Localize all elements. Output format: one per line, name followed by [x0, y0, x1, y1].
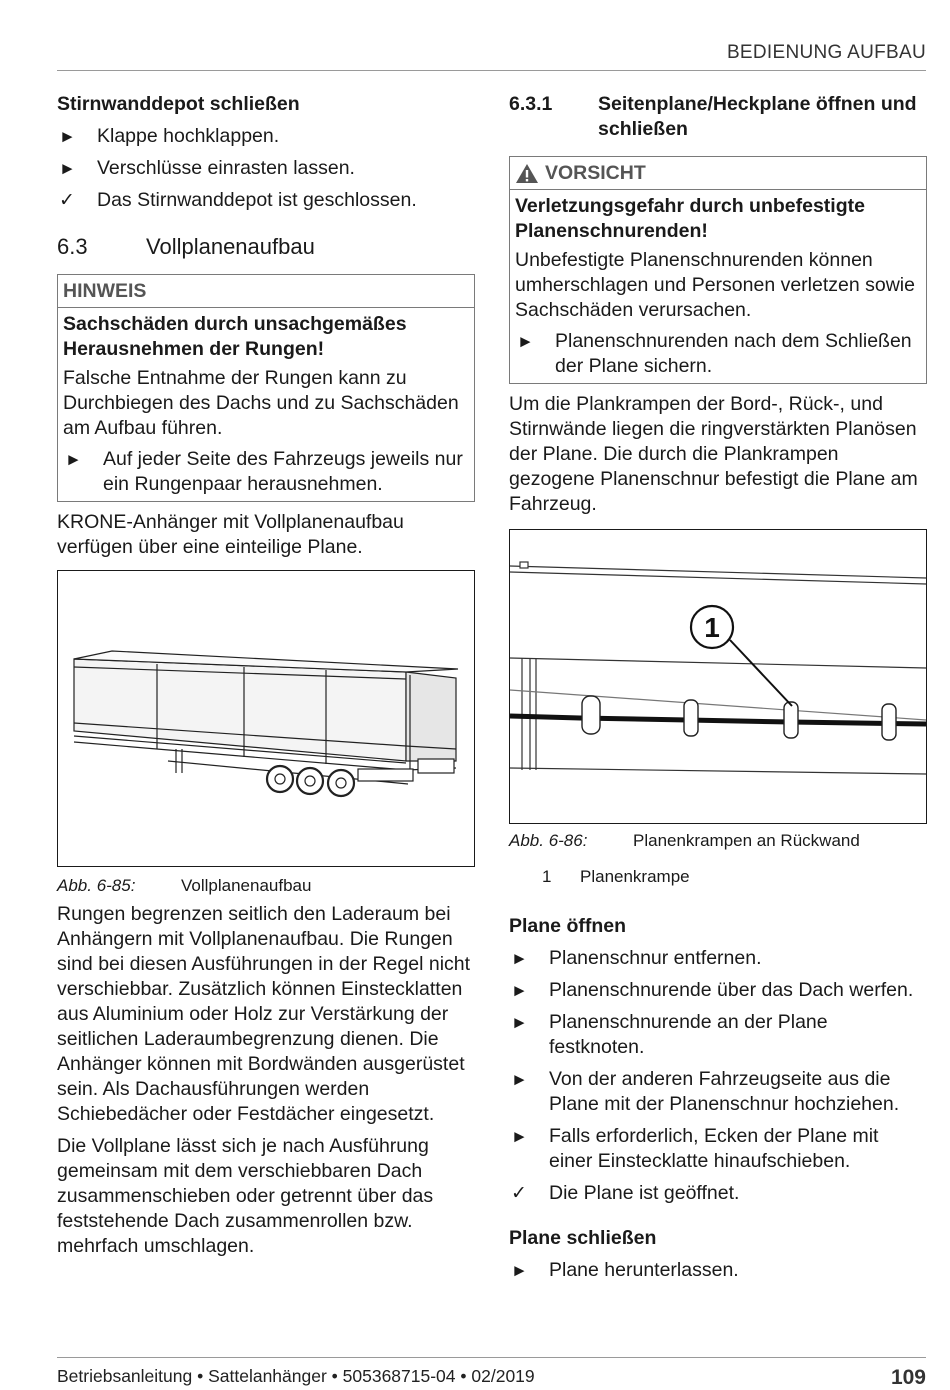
list-item: ► Klappe hochklappen.	[59, 125, 280, 147]
list-item: ► Auf jeder Seite des Fahrzeugs jeweils nur ein Rungenpaar herausnehmen.	[65, 448, 463, 495]
figure-caption	[509, 830, 927, 852]
figure-number: Abb. 6-86:	[509, 831, 588, 850]
header-rule	[57, 70, 926, 71]
close-heading: Plane schließen	[509, 1227, 657, 1249]
trailer-illustration	[58, 571, 474, 864]
close-steps	[509, 1258, 927, 1283]
bullet-triangle-icon: ►	[511, 1127, 528, 1146]
list-item: ► Planenschnurende an der Plane festknoten.	[511, 1011, 828, 1058]
bullet-triangle-icon: ►	[511, 1070, 528, 1089]
legend-number: 1	[542, 867, 552, 886]
krampen-figure	[509, 529, 927, 824]
subsection-title: Seitenplane/Heckplane öffnen und schließen	[598, 93, 917, 140]
intro-text: KRONE-Anhänger mit Vollplanenaufbau verfügen über eine einteilige Plane.	[57, 511, 404, 558]
bullet-triangle-icon: ►	[511, 1261, 528, 1280]
callout-number: 1	[704, 612, 720, 643]
trailer-figure	[57, 570, 475, 867]
left-column	[57, 90, 475, 1259]
open-heading: Plane öffnen	[509, 915, 627, 937]
list-item: ► Planenschnurende über das Dach werfen.	[511, 979, 914, 1001]
hinweis-box	[57, 274, 475, 502]
subsection-number: 6.3.1	[509, 93, 553, 115]
list-item: ✓ Das Stirnwanddepot ist geschlossen.	[59, 189, 417, 211]
depot-heading: Stirnwanddepot schließen	[57, 93, 300, 115]
vorsicht-label: VORSICHT	[545, 162, 646, 184]
right-column	[509, 90, 927, 1283]
footer-text: Betriebsanleitung • Sattelanhänger • 505368715-04 • 02/2019	[57, 1366, 535, 1386]
krampen-illustration	[510, 530, 926, 821]
checkmark-icon: ✓	[59, 190, 75, 211]
bullet-triangle-icon: ►	[511, 981, 528, 1000]
bullet-triangle-icon: ►	[65, 450, 82, 469]
hinweis-title: Sachschäden durch unsachgemäßes Herausnehmen der Rungen!	[63, 313, 407, 360]
footer-rule	[57, 1357, 926, 1358]
bullet-triangle-icon: ►	[511, 1013, 528, 1032]
depot-steps	[57, 124, 475, 213]
open-steps	[509, 946, 927, 1206]
section-title: Vollplanenaufbau	[146, 234, 315, 259]
legend-text: Planenkrampe	[580, 867, 690, 886]
section-number: 6.3	[57, 234, 88, 259]
figure-caption-text: Planenkrampen an Rückwand	[633, 831, 860, 850]
intro-text: Um die Plankrampen der Bord-, Rück-, und Stirnwände liegen die ringverstärkten Planösen der Plane. Die durch die Plankrampen gezogene Planenschnur befestigt die Plane am Fahrzeug.	[509, 393, 918, 515]
page-number: 109	[890, 1366, 926, 1389]
list-item: ► Verschlüsse einrasten lassen.	[59, 157, 355, 179]
bullet-triangle-icon: ►	[59, 159, 76, 178]
vorsicht-title: Verletzungsgefahr durch unbefestigte Planenschnurenden!	[515, 195, 865, 242]
list-item: ► Planenschnurenden nach dem Schließen der Plane sichern.	[517, 330, 912, 377]
bullet-triangle-icon: ►	[59, 127, 76, 146]
body-paragraph: Die Vollplane lässt sich je nach Ausführung gemeinsam mit dem verschiebbaren Dach zusammenschieben oder getrennt über das feststehende Dach zusammenrollen bzw. mehrfach umschlagen.	[57, 1135, 434, 1257]
vorsicht-text: Unbefestigte Planenschnurenden können umherschlagen und Personen verletzen sowie Sachschäden verursachen.	[515, 249, 915, 321]
page-header-title: BEDIENUNG AUFBAU	[726, 42, 926, 63]
figure-caption-text: Vollplanenaufbau	[181, 876, 312, 895]
body-paragraph: Rungen begrenzen seitlich den Laderaum bei Anhängern mit Vollplanenaufbau. Die Rungen sind bei diesen Ausführungen in der Regel nicht verschiebbar. Zusätzlich können Einstecklatten aus Aluminium oder Holz zur Verstärkung der seitlichen Laderaumbegrenzung dienen. Die Anhänger können mit Bordwänden ausgerüstet sein. Als Dachausführungen werden Schiebedächer oder Festdächer eingesetzt.	[57, 903, 471, 1125]
hinweis-text: Falsche Entnahme der Rungen kann zu Durchbiegen des Dachs und zu Sachschäden am Aufbau führen.	[63, 367, 459, 439]
figure-caption	[57, 875, 475, 897]
list-item: ► Von der anderen Fahrzeugseite aus die Plane mit der Planenschnur hochziehen.	[511, 1068, 900, 1115]
list-item: ► Planenschnur entfernen.	[511, 947, 762, 969]
list-item: ► Plane herunterlassen.	[511, 1259, 739, 1281]
bullet-triangle-icon: ►	[511, 949, 528, 968]
figure-number: Abb. 6-85:	[57, 876, 136, 895]
subsection-heading	[509, 92, 927, 142]
hinweis-label: HINWEIS	[58, 275, 474, 308]
checkmark-icon: ✓	[511, 1183, 527, 1204]
bullet-triangle-icon: ►	[517, 332, 534, 351]
warning-triangle-icon	[515, 163, 539, 184]
figure-legend	[509, 866, 927, 888]
section-heading	[57, 234, 475, 260]
list-item: ► Falls erforderlich, Ecken der Plane mit einer Einstecklatte hinaufschieben.	[511, 1125, 879, 1172]
list-item: ✓ Die Plane ist geöffnet.	[511, 1182, 740, 1204]
vorsicht-box	[509, 156, 927, 384]
